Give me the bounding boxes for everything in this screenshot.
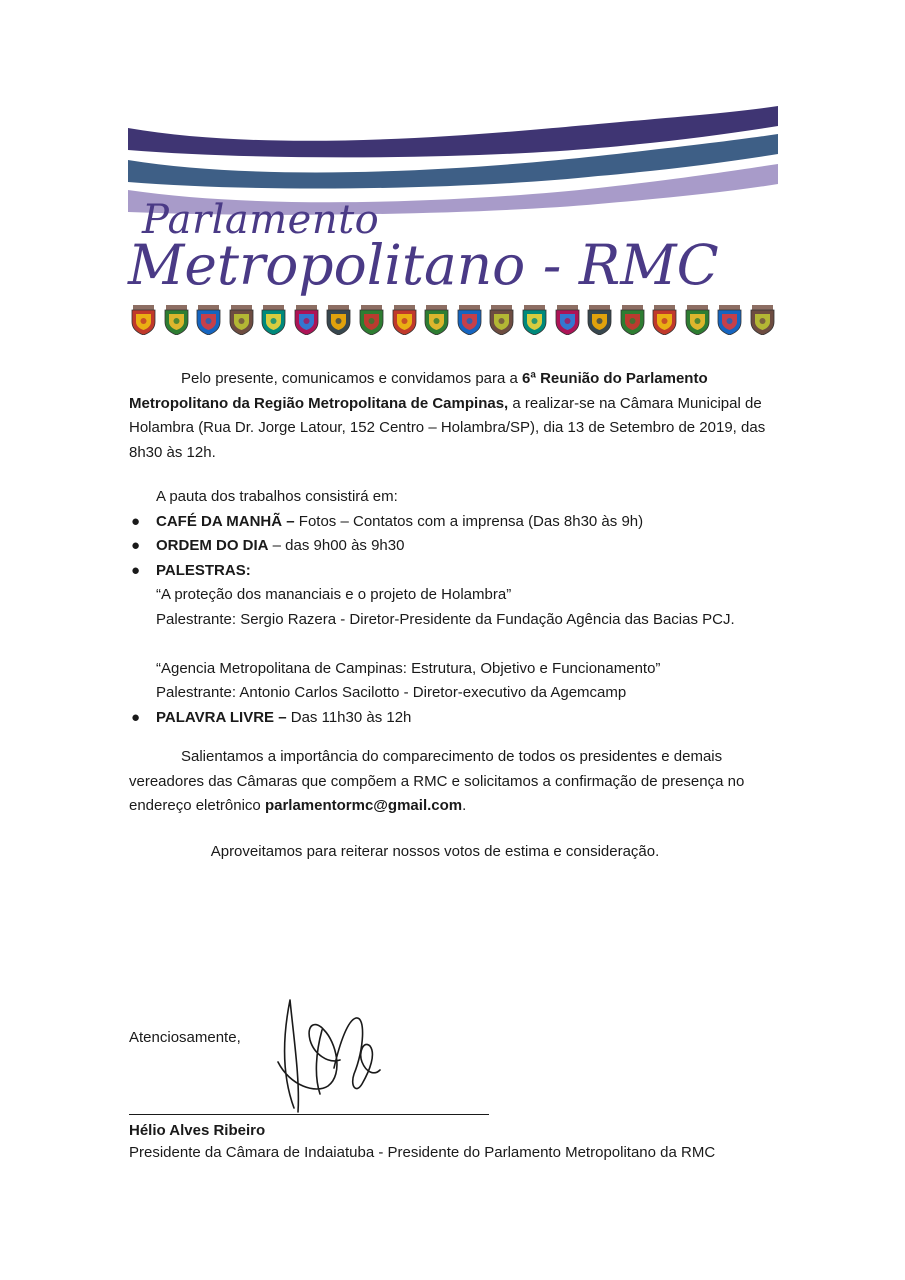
bullet-icon: ● — [131, 537, 141, 554]
municipal-crest-icon — [456, 305, 483, 335]
invitation-paragraph — [129, 367, 779, 465]
invitation-details: a realizar-se na Câmara Municipal de Holambra (Rua Dr. Jorge Latour, 152 Centro – Holambra/SP), dia 13 de Setembro de 2019, das 8h30 às 12h. — [129, 394, 766, 461]
meeting-name: 6ª Reunião do Parlamento Metropolitano da Região Metropolitana de Campinas, — [129, 370, 708, 412]
signature-line — [129, 1114, 489, 1115]
municipal-crest-icon — [423, 305, 450, 335]
agenda — [129, 485, 779, 730]
agenda-item-palestras — [129, 559, 779, 584]
municipal-crest-icon — [228, 305, 255, 335]
signer-name: Hélio Alves Ribeiro — [129, 1122, 266, 1139]
municipal-crest-icon — [716, 305, 743, 335]
talk-2-title: “Agencia Metropolitana de Campinas: Estrutura, Objetivo e Funcionamento” — [156, 659, 661, 677]
municipal-crest-icon — [130, 305, 157, 335]
agenda-intro: A pauta dos trabalhos consistirá em: — [156, 488, 398, 505]
attendance-paragraph: Salientamos a importância do comparecimento de todos os presidentes e demais vereadores das Câmaras que compõem a RMC e solicitamos a confirmação de presença no endereço eletrônico parlamentormc@gmail.com. — [129, 748, 745, 814]
parlamento-logo — [128, 104, 778, 344]
regards-paragraph: Aproveitamos para reiterar nossos votos de estima e consideração. — [210, 843, 660, 860]
agenda-item-label: PALAVRA LIVRE – — [156, 708, 287, 726]
agenda-item-text: Das 11h30 às 12h — [286, 708, 412, 726]
bullet-icon: ● — [131, 708, 141, 726]
municipal-crest-icon — [293, 305, 320, 335]
municipal-crest-icon — [391, 305, 418, 335]
agenda-item-label: ORDEM DO DIA — [156, 537, 269, 554]
municipal-crest-icon — [554, 305, 581, 335]
bullet-icon: ● — [131, 512, 141, 530]
municipal-crest-icon — [260, 305, 287, 335]
municipal-crest-icon — [684, 305, 711, 335]
handwritten-signature — [270, 990, 390, 1120]
logo-word-parlamento: Parlamento — [142, 197, 380, 243]
talk-2-speaker: Palestrante: Antonio Carlos Sacilotto - Diretor-executivo da Agemcamp — [156, 684, 627, 701]
municipal-crest-icon — [521, 305, 548, 335]
salutation: Atenciosamente, — [129, 1029, 241, 1046]
talk-1-speaker: Palestrante: Sergio Razera - Diretor-Presidente da Fundação Agência das Bacias PCJ. — [156, 610, 735, 628]
municipal-crest-icon — [586, 305, 613, 335]
agenda-item-text: – das 9h00 às 9h30 — [268, 537, 405, 554]
logo-word-metropolitano-rmc: Metropolitano - RMC — [128, 233, 719, 297]
municipal-crest-icon — [619, 305, 646, 335]
agenda-item-cafe — [129, 510, 779, 535]
agenda-item-label: CAFÉ DA MANHÃ – — [156, 512, 295, 530]
municipal-crest-icon — [488, 305, 515, 335]
signer-title: Presidente da Câmara de Indaiatuba - Presidente do Parlamento Metropolitano da RMC — [129, 1144, 716, 1161]
attendance-text: Salientamos a importância do comparecimento de todos os presidentes e demais vereadores das Câmaras que compõem a RMC e solicitamos a confirmação de presença no endereço eletrônico — [129, 748, 745, 814]
municipal-crest-icon — [325, 305, 352, 335]
municipal-crest-icon — [358, 305, 385, 335]
municipal-crests-row — [130, 302, 776, 338]
agenda-item-ordem — [129, 534, 779, 559]
municipal-crest-icon — [651, 305, 678, 335]
agenda-item-label: PALESTRAS: — [156, 561, 251, 579]
signer-block — [129, 1120, 715, 1164]
bullet-icon: ● — [131, 561, 141, 579]
contact-email-link[interactable]: parlamentormc@gmail.com — [264, 797, 463, 814]
agenda-item-text: Fotos – Contatos com a imprensa (Das 8h30 às 9h) — [294, 512, 644, 530]
invitation-lead: Pelo presente, comunicamos e convidamos para a — [181, 370, 523, 387]
agenda-item-palavra-livre — [129, 706, 779, 731]
municipal-crest-icon — [163, 305, 190, 335]
municipal-crest-icon — [195, 305, 222, 335]
municipal-crest-icon — [749, 305, 776, 335]
talk-1-title: “A proteção dos mananciais e o projeto de Holambra” — [156, 586, 512, 603]
